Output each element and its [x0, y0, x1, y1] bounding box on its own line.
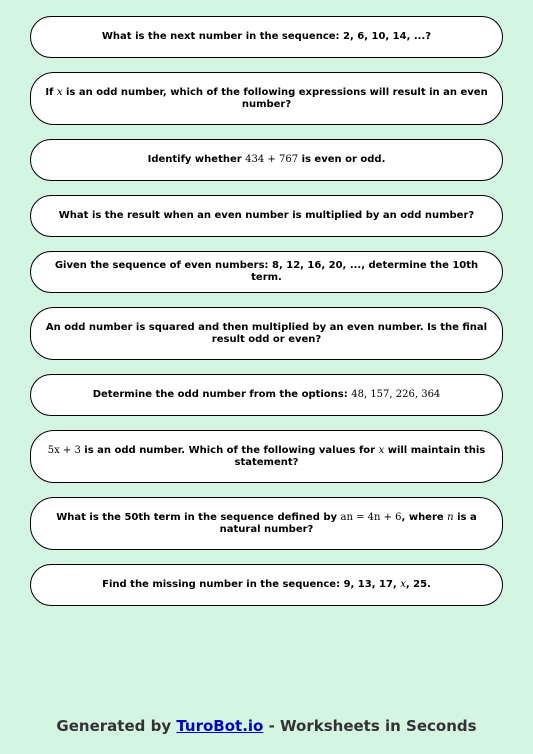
question-text: An odd number is squared and then multiplied by an even number. Is the final result odd or even? [45, 321, 488, 345]
turobot-link[interactable]: TuroBot.io [176, 717, 264, 735]
question-list [30, 16, 503, 620]
question-text: What is the next number in the sequence: 2, 6, 10, 14, ...? [101, 31, 432, 42]
question-text-post: is an odd number, which of the following expressions will result in an even number? [62, 86, 488, 110]
question-text-pre: Determine the odd number from the options: [92, 389, 352, 400]
question-text-post: , 25. [405, 579, 431, 590]
question-text-pre: What is the 50th term in the sequence defined by [56, 511, 341, 523]
question-text-pre: Find the missing number in the sequence: 9, 13, 17, [102, 579, 401, 590]
question-text-post: is even or odd. [298, 154, 386, 165]
footer-suffix: - Worksheets in Seconds [263, 717, 477, 735]
math-expression: 48, 157, 226, 364 [351, 389, 441, 400]
question-card-10 [30, 564, 503, 606]
footer-prefix: Generated by [56, 717, 177, 735]
math-expression: 434 + 767 [245, 154, 299, 165]
question-text-pre: If [45, 86, 57, 98]
question-card-3 [30, 139, 503, 181]
question-text [93, 389, 441, 401]
question-text-post: will maintain this statement? [234, 444, 486, 468]
question-text [41, 512, 492, 536]
question-card-4 [30, 195, 503, 237]
question-card-8 [30, 430, 503, 483]
question-text [41, 87, 492, 111]
math-variable: x [378, 444, 385, 456]
math-variable: x [400, 579, 406, 590]
question-text [102, 579, 431, 591]
math-expression: an = 4n + 6 [340, 511, 402, 523]
question-text: Given the sequence of even numbers: 8, 12, 16, 20, ..., determine the 10th term. [54, 260, 479, 283]
question-text-pre: Identify whether [147, 154, 246, 165]
question-text [41, 445, 492, 469]
question-card-1 [30, 16, 503, 58]
question-text-post: is a natural number? [219, 511, 477, 535]
footer [0, 717, 533, 735]
question-text-mid: is an odd number. Which of the following values for [80, 444, 379, 456]
question-text-mid: , where [401, 511, 448, 523]
question-card-6 [30, 307, 503, 360]
question-card-2 [30, 72, 503, 125]
math-variable: x [56, 86, 63, 98]
math-expression: 5x + 3 [47, 444, 81, 456]
math-variable: n [447, 511, 454, 523]
question-text: What is the result when an even number is multiplied by an odd number? [58, 210, 475, 221]
question-card-5 [30, 251, 503, 293]
question-text [148, 154, 386, 166]
question-card-9 [30, 497, 503, 550]
question-card-7 [30, 374, 503, 416]
